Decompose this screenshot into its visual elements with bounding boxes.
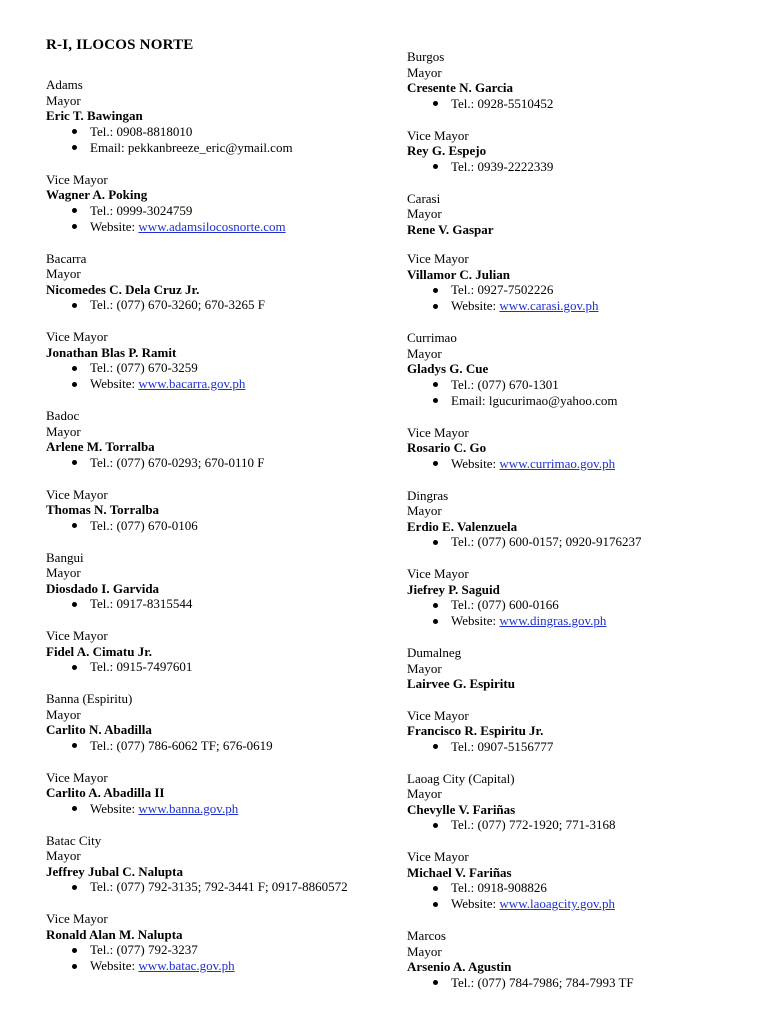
contact-item [407,393,747,409]
contact-label: Tel.: [90,297,114,312]
official-name: Nicomedes C. Dela Cruz Jr. [46,281,200,297]
website-link[interactable]: www.laoagcity.gov.ph [499,896,615,911]
contact-label: Website: [451,455,497,471]
official-role: Vice Mayor [407,707,469,723]
website-link[interactable]: www.adamsilocosnorte.com [138,218,286,234]
official-role: Mayor [407,206,442,221]
official-entry [407,849,747,912]
official-name: Carlito A. Abadilla II [46,785,165,800]
contact-label: Tel.: [90,942,114,957]
official-role: Vice Mayor [407,424,469,440]
contact-item [46,801,376,817]
contact-item [46,518,376,534]
contact-label: Tel.: [451,376,475,392]
website-link[interactable]: www.carasi.gov.ph [499,298,599,313]
contact-list [46,360,376,392]
official-name: Diosdado I. Garvida [46,580,160,596]
municipality-name: Batac City [46,832,102,848]
municipality-name: Dumalneg [407,645,462,660]
official-name: Carlito N. Abadilla [46,722,152,737]
official-role: Vice Mayor [46,486,108,502]
contact-list [46,518,376,534]
municipality-name: Bacarra [46,250,87,266]
contact-label: Tel.: [451,95,475,111]
contact-value: 0939-2222339 [477,158,554,174]
contact-list [407,377,747,409]
contact-value: (077) 600-0166 [477,597,559,612]
contact-value: (077) 670-3259 [116,360,198,375]
official-role: Vice Mayor [46,769,108,785]
contact-item [407,880,747,896]
contact-list [46,738,376,754]
official-entry [46,691,376,754]
contact-label: Website: [90,800,136,816]
official-role: Mayor [407,660,442,676]
contact-list [46,203,376,235]
contact-item [407,377,747,393]
contact-list [46,455,376,471]
official-role: Mayor [46,706,81,722]
website-link[interactable]: www.bacarra.gov.ph [138,376,246,391]
municipality-name: Bangui [46,549,84,565]
contact-item [407,975,747,991]
website-link[interactable]: www.batac.gov.ph [138,958,235,973]
official-role: Mayor [46,848,81,863]
contact-label: Tel.: [90,737,114,753]
contact-item [46,879,376,895]
official-role: Mayor [407,64,442,80]
municipality-name: Marcos [407,928,446,943]
contact-list [407,739,747,755]
municipality-name: Laoag City (Capital) [407,770,515,786]
official-entry [407,566,747,629]
contact-item [46,659,376,675]
official-role: Mayor [46,423,81,439]
contact-item [407,597,747,613]
contact-list [46,942,376,974]
page-title: R-I, ILOCOS NORTE [46,37,194,53]
contact-item [46,219,376,235]
contact-label: Tel.: [90,517,114,533]
contact-label: Tel.: [90,202,114,218]
contact-label: Tel.: [451,597,475,612]
contact-list [46,297,376,313]
contact-list [46,879,376,895]
official-entry [46,77,376,156]
official-name: Cresente N. Garcia [407,80,514,95]
contact-item [46,958,376,974]
contact-item [407,282,747,298]
municipality-name: Currimao [407,330,457,345]
contact-label: Tel.: [451,880,475,895]
official-name: Arsenio A. Agustin [407,959,512,974]
contact-item [407,456,747,472]
official-name: Francisco R. Espiritu Jr. [407,723,544,738]
contact-value: 0907-5156777 [477,738,554,754]
contact-label: Email: [90,139,125,155]
contact-label: Tel.: [90,360,114,375]
official-name: Villamor C. Julian [407,266,510,282]
contact-value: (077) 792-3135; 792-3441 F; 0917-8860572 [116,879,348,894]
official-entry [407,191,747,238]
municipality-name: Burgos [407,49,445,64]
contact-item [46,596,376,612]
official-name: Lairvee G. Espiritu [407,676,515,691]
contact-item [46,140,376,156]
municipality-name: Adams [46,77,83,92]
official-role: Vice Mayor [407,127,469,143]
contact-value: 0918-908826 [477,880,547,895]
contact-value: 0915-7497601 [116,659,193,674]
contact-value: (077) 600-0157; 0920-9176237 [477,534,642,549]
official-role: Mayor [407,786,442,801]
official-entry [46,487,376,534]
contact-value: (077) 784-7986; 784-7993 TF [477,974,634,990]
official-name: Thomas N. Torralba [46,502,160,517]
contact-list [407,534,747,550]
contact-item [46,360,376,376]
contact-list [46,801,376,817]
contact-label: Tel.: [451,817,475,832]
official-name: Gladys G. Cue [407,361,489,376]
contact-item [46,203,376,219]
left-column [46,0,376,974]
website-link[interactable]: www.currimao.gov.ph [499,455,616,471]
official-entry [46,833,376,896]
official-entry [407,708,747,755]
contact-value: 0927-7502226 [477,282,554,297]
contact-value: 0917-8315544 [116,596,193,611]
official-name: Arlene M. Torralba [46,439,155,454]
contact-value: 0999-3024759 [116,202,193,218]
contact-list [407,597,747,629]
contact-label: Tel.: [90,123,114,139]
contact-value: (077) 670-0293; 670-0110 F [116,454,265,470]
contact-item [46,376,376,392]
contact-item [46,455,376,471]
contact-value: (077) 670-1301 [477,376,559,392]
official-name: Wagner A. Poking [46,187,148,202]
contact-value: (077) 670-0106 [116,517,198,533]
official-entry [407,425,747,472]
official-entry [407,928,747,991]
contact-label: Website: [90,218,136,234]
official-entry [407,488,747,551]
contact-item [46,297,376,313]
contact-value: (077) 670-3260; 670-3265 F [116,297,265,312]
contact-item [46,738,376,754]
official-role: Vice Mayor [407,849,469,864]
contact-label: Email: [451,392,486,408]
contact-label: Tel.: [451,738,475,754]
contact-item [407,613,747,629]
official-name: Rey G. Espejo [407,143,487,158]
official-role: Mayor [46,565,81,580]
official-name: Ronald Alan M. Nalupta [46,926,183,942]
official-entry [407,771,747,834]
website-link[interactable]: www.dingras.gov.ph [499,613,607,628]
contact-value: 0908-8818010 [116,123,193,139]
official-role: Vice Mayor [407,251,469,266]
contact-item [407,739,747,755]
official-name: Eric T. Bawingan [46,108,143,123]
official-name: Chevylle V. Fariñas [407,801,516,817]
municipality-name: Badoc [46,408,80,423]
contact-value: (077) 772-1920; 771-3168 [477,817,616,832]
website-link[interactable]: www.banna.gov.ph [138,800,239,816]
official-role: Vice Mayor [46,628,108,643]
official-name: Fidel A. Cimatu Jr. [46,643,153,659]
left-entries [46,77,376,974]
official-role: Mayor [46,92,81,108]
contact-item [407,96,747,112]
contact-item [407,298,747,314]
contact-label: Website: [451,896,497,911]
contact-list [407,817,747,833]
contact-label: Website: [90,958,136,973]
municipality-name: Carasi [407,190,441,206]
official-entry [407,49,747,112]
contact-label: Tel.: [90,879,114,894]
contact-label: Tel.: [451,282,475,297]
official-entry [46,628,376,675]
contact-item [407,896,747,912]
official-entry [46,329,376,392]
official-role: Vice Mayor [46,911,108,926]
contact-value: (077) 792-3237 [116,942,198,957]
contact-label: Website: [90,376,136,391]
contact-list [407,880,747,912]
contact-list [407,159,747,175]
official-name: Michael V. Fariñas [407,864,512,880]
contact-item [407,534,747,550]
contact-value: lgucurimao@yahoo.com [488,392,618,408]
contact-label: Website: [451,613,497,628]
municipality-name: Dingras [407,487,449,503]
contact-value: pekkanbreeze_eric@ymail.com [127,139,293,155]
official-name: Erdio E. Valenzuela [407,518,518,534]
contact-label: Tel.: [90,454,114,470]
official-entry [46,251,376,314]
contact-list [407,282,747,314]
contact-item [46,124,376,140]
right-entries [407,49,747,991]
contact-list [46,659,376,675]
official-name: Jonathan Blas P. Ramit [46,344,177,360]
official-name: Rosario C. Go [407,440,487,455]
contact-label: Tel.: [90,596,114,611]
contact-list [46,124,376,156]
contact-label: Tel.: [90,659,114,674]
contact-item [407,817,747,833]
official-role: Vice Mayor [407,566,469,581]
official-entry [407,251,747,314]
official-role: Mayor [407,345,442,361]
contact-label: Tel.: [451,534,475,549]
official-entry [46,911,376,974]
contact-list [46,596,376,612]
official-role: Mayor [407,943,442,959]
right-column [407,0,747,991]
official-entry [407,330,747,409]
contact-item [407,159,747,175]
official-entry [46,408,376,471]
official-role: Vice Mayor [46,329,108,344]
contact-list [407,975,747,991]
official-entry [46,550,376,613]
contact-value: 0928-5510452 [477,95,554,111]
official-entry [46,172,376,235]
contact-label: Tel.: [451,158,475,174]
official-entry [407,645,747,692]
municipality-name: Banna (Espiritu) [46,691,133,706]
contact-label: Website: [451,298,497,313]
contact-value: (077) 786-6062 TF; 676-0619 [116,737,273,753]
contact-list [407,96,747,112]
contact-label: Tel.: [451,974,475,990]
official-name: Jeffrey Jubal C. Nalupta [46,863,183,879]
official-entry [407,128,747,175]
contact-item [46,942,376,958]
official-name: Jiefrey P. Saguid [407,581,500,597]
official-name: Rene V. Gaspar [407,221,494,237]
official-role: Mayor [46,266,81,281]
official-role: Mayor [407,503,442,518]
official-entry [46,770,376,817]
official-role: Vice Mayor [46,171,108,187]
contact-list [407,456,747,472]
